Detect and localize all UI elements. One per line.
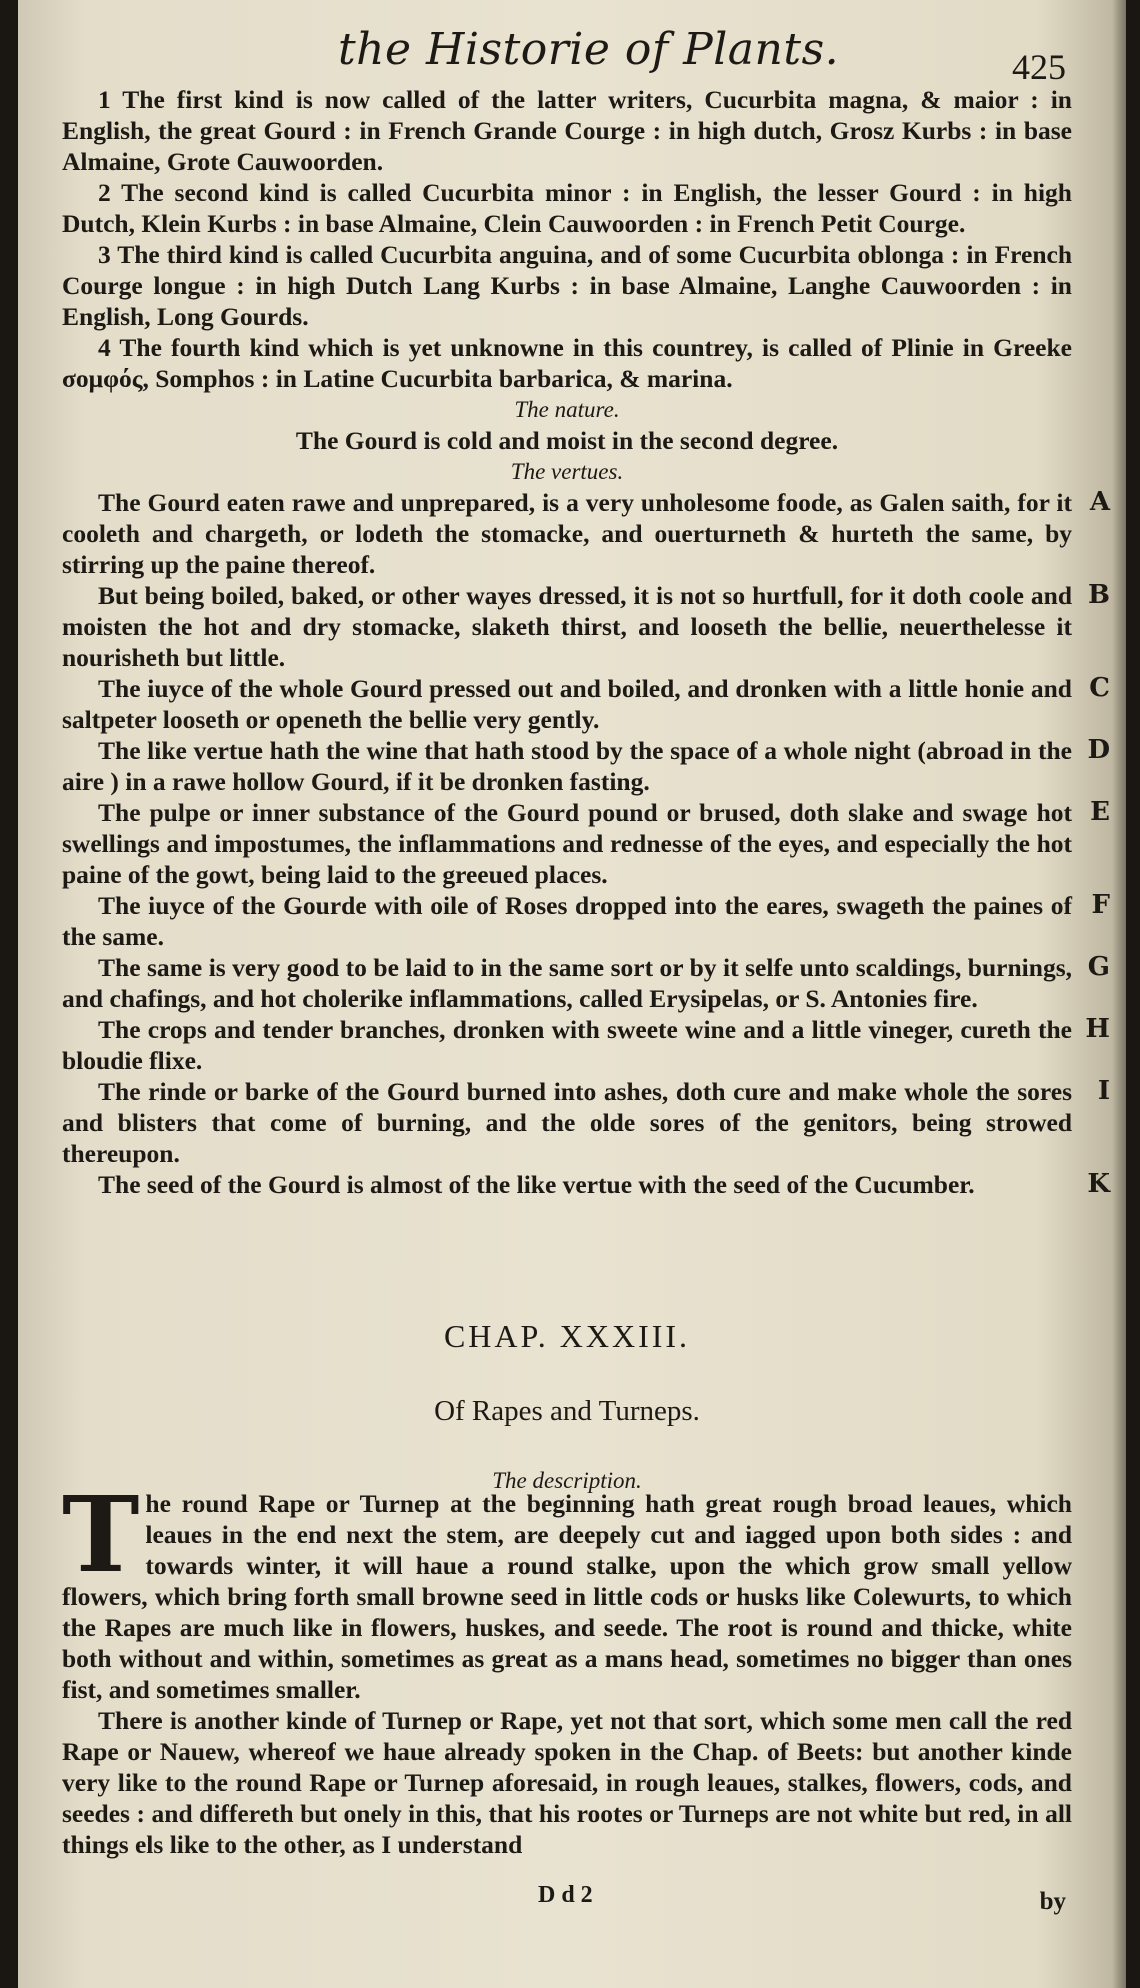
name-entry-1: 1 The first kind is now called of the latter writers, Cucurbita magna, & maior : in English, the great Gourd : in French Grande Courge : in high dutch, Grosz Kurbs : in base Almaine, Grote Cauwoorden. [62, 85, 1072, 176]
vertue-text: The iuyce of the whole Gourd pressed out and boiled, and dronken with a little honie and saltpeter looseth or openeth the bellie very gently. [62, 674, 1072, 734]
nature-heading: The nature. [514, 397, 620, 422]
gourd-section [62, 84, 1110, 1200]
margin-letter: K [1087, 1169, 1110, 1199]
vertue-paragraph [62, 673, 1110, 735]
book-page [18, 0, 1126, 1988]
description-paragraph-2: There is another kinde of Turnep or Rape, yet not that sort, which some men call the red Rape or Nauew, whereof we haue already spoken in the Chap. of Beets: but another kinde very like to the round Rape or Turnep aforesaid, in rough leaues, stalkes, flowers, cods, and seedes : and differeth but onely in this, that his rootes or Turneps are not white but red, in all things els like to the other, as I understand [62, 1706, 1072, 1859]
margin-letter: I [1097, 1076, 1110, 1106]
description-heading: The description. [492, 1468, 642, 1493]
chapter-title: CHAP. XXXIII. [443, 1318, 691, 1354]
vertue-text: The same is very good to be laid to in the same sort or by it selfe unto scaldings, burnings, and chafings, and hot cholerike inflammations, called Erysipelas, or S. Antonies fire. [62, 953, 1072, 1013]
margin-letter: D [1087, 735, 1110, 765]
vertues-heading: The vertues. [510, 459, 624, 484]
nature-text: The Gourd is cold and moist in the second degree. [295, 426, 839, 455]
name-entry-3: 3 The third kind is called Cucurbita anguina, and of some Cucurbita oblonga : in French Courge longue : in high Dutch Lang Kurbs : in base Almaine, Langhe Cauwoorden : in English, Long Gourds. [62, 240, 1072, 331]
margin-letter: F [1091, 890, 1110, 920]
vertue-text: But being boiled, baked, or other wayes dressed, it is not so hurtfull, for it doth coole and moisten the hot and dry stomacke, slaketh thirst, and looseth the bellie, neuerthelesse it nourisheth but little. [62, 581, 1072, 672]
vertue-paragraph [62, 580, 1110, 673]
chapter-heading-block [62, 1318, 1072, 1494]
running-title: the Historie of Plants. [338, 24, 840, 75]
name-entry-4: 4 The fourth kind which is yet unknowne in this countrey, is called of Plinie in Greeke σομφός, Somphos : in Latine Cucurbita barbarica, & marina. [62, 333, 1072, 393]
vertue-text: The Gourd eaten rawe and unprepared, is a very unholesome foode, as Galen saith, for it cooleth and chargeth, or lodeth the stomacke, and ouerturneth & hurteth the same, by stirring up the paine thereof. [62, 488, 1072, 579]
vertue-paragraph [62, 1014, 1110, 1076]
name-entry-2: 2 The second kind is called Cucurbita minor : in English, the lesser Gourd : in high Dutch, Klein Kurbs : in base Almaine, Clein Cauwoorden : in French Petit Courge. [62, 178, 1072, 238]
chapter-subtitle: Of Rapes and Turneps. [434, 1395, 700, 1427]
vertue-text: The pulpe or inner substance of the Gourd pound or brused, doth slake and swage hot swellings and impostumes, the inflammations and rednesse of the eyes, and especially the hot paine of the gowt, being laid to the greeued places. [62, 798, 1072, 889]
catchword: by [1039, 1888, 1066, 1915]
vertue-paragraph [62, 1169, 1110, 1200]
page-edge-shadow [1112, 0, 1126, 1988]
vertue-paragraph [62, 797, 1110, 890]
vertue-text: The seed of the Gourd is almost of the like vertue with the seed of the Cucumber. [98, 1170, 975, 1199]
vertue-paragraph [62, 487, 1110, 580]
vertue-text: The crops and tender branches, dronken with sweete wine and a little vineger, cureth the bloudie flixe. [62, 1015, 1072, 1075]
margin-letter: E [1090, 797, 1110, 827]
margin-letter: B [1088, 580, 1110, 610]
signature-mark: D d 2 [538, 1882, 593, 1908]
page-number: 425 [1012, 47, 1066, 87]
margin-letter: H [1085, 1014, 1110, 1044]
vertue-text: The rinde or barke of the Gourd burned into ashes, doth cure and make whole the sores and blisters that come of burning, and the olde sores of the genitors, being strowed thereupon. [62, 1077, 1072, 1168]
vertue-text: The like vertue hath the wine that hath stood by the space of a whole night (abroad in the aire ) in a rawe hollow Gourd, if it be dronken fasting. [62, 736, 1072, 796]
margin-letter: C [1089, 673, 1110, 703]
vertue-paragraph [62, 952, 1110, 1014]
margin-letter: G [1087, 952, 1110, 982]
margin-letter: A [1089, 487, 1110, 517]
description-text-1: he round Rape or Turnep at the beginning hath great rough broad leaues, which leaues in the end next the stem, are deepely cut and iagged upon both sides : and towards winter, it will haue a round stalke, upon the which grow small yellow flowers, which bring forth small browne seed in little cods or husks like Colewurts, to which the Rapes are much like in flowers, huskes, and seede. The root is round and thicke, white both without and within, sometimes as great as a mans head, sometimes no bigger than ones fist, and sometimes smaller. [62, 1489, 1072, 1704]
drop-cap: T [62, 1473, 140, 1596]
vertue-paragraph [62, 735, 1110, 797]
vertue-paragraph [62, 1076, 1110, 1169]
page-header [18, 18, 1126, 88]
vertue-paragraph [62, 890, 1110, 952]
vertue-text: The iuyce of the Gourde with oile of Roses dropped into the eares, swageth the paines of the same. [62, 891, 1072, 951]
